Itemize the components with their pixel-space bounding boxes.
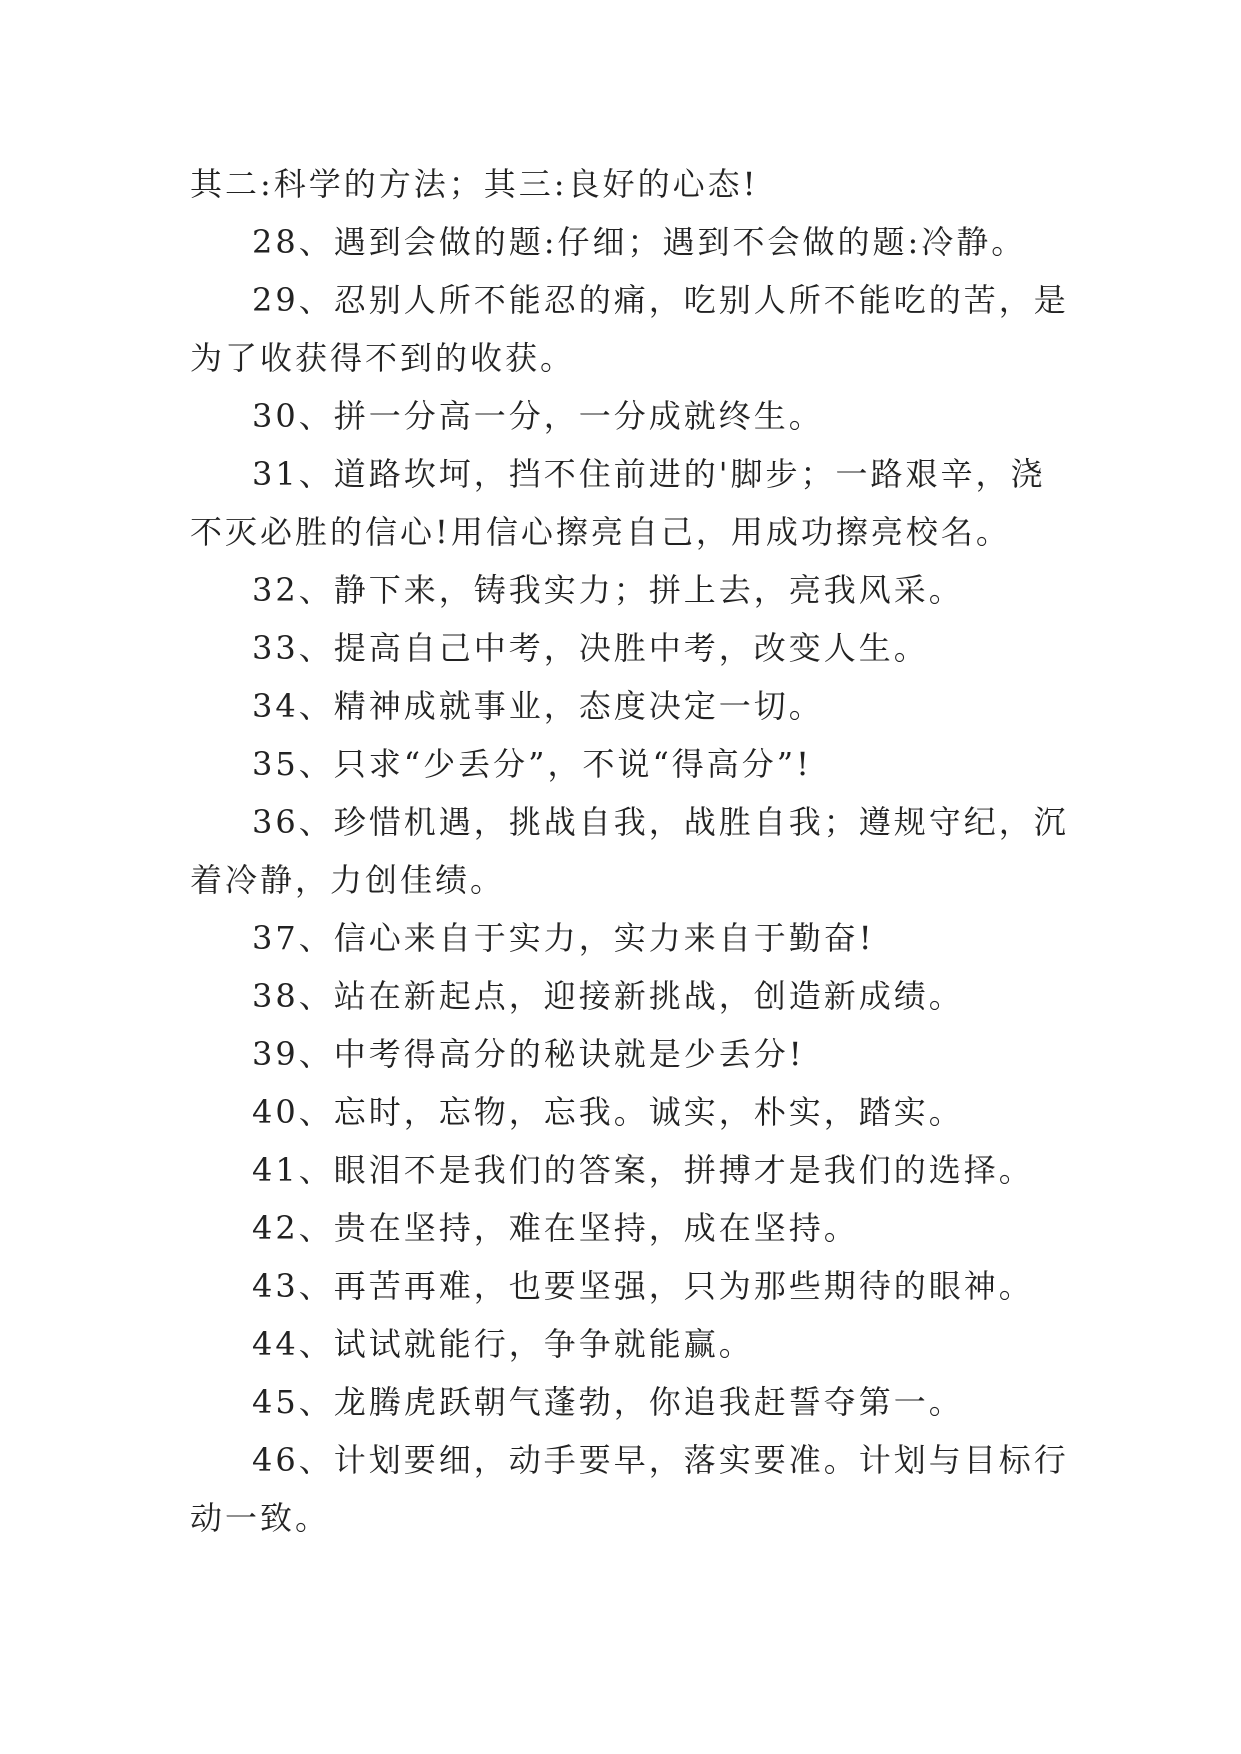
paragraph: 39、中考得高分的秘诀就是少丢分! xyxy=(252,1035,805,1073)
paragraph: 31、道路坎坷，挡不住前进的'脚步；一路艰辛，浇不灭必胜的信心!用信心擦亮自己，用成功擦亮校名。 xyxy=(190,455,1046,551)
paragraph: 34、精神成就事业，态度决定一切。 xyxy=(252,687,824,725)
paragraph: 29、忍别人所不能忍的痛，吃别人所不能吃的苦，是为了收获得不到的收获。 xyxy=(190,281,1069,377)
paragraph: 41、眼泪不是我们的答案，拼搏才是我们的选择。 xyxy=(252,1151,1034,1189)
paragraph: 28、遇到会做的题:仔细；遇到不会做的题:冷静。 xyxy=(252,223,1027,261)
paragraph: 32、静下来，铸我实力；拼上去，亮我风采。 xyxy=(252,571,964,609)
paragraph: 37、信心来自于实力，实力来自于勤奋! xyxy=(252,919,875,957)
paragraph: 43、再苦再难，也要坚强，只为那些期待的眼神。 xyxy=(252,1267,1034,1305)
paragraph: 40、忘时，忘物，忘我。诚实，朴实，踏实。 xyxy=(252,1093,964,1131)
paragraph: 46、计划要细，动手要早，落实要准。计划与目标行动一致。 xyxy=(190,1441,1069,1537)
paragraph: 30、拼一分高一分，一分成就终生。 xyxy=(252,397,824,435)
paragraph: 35、只求“少丢分”，不说“得高分”! xyxy=(252,745,813,783)
paragraph: 33、提高自己中考，决胜中考，改变人生。 xyxy=(252,629,929,667)
paragraph: 42、贵在坚持，难在坚持，成在坚持。 xyxy=(252,1209,859,1247)
paragraph: 44、试试就能行，争争就能赢。 xyxy=(252,1325,754,1363)
paragraph: 36、珍惜机遇，挑战自我，战胜自我；遵规守纪，沉着冷静，力创佳绩。 xyxy=(190,803,1069,899)
document-body xyxy=(190,155,1070,1547)
paragraph: 45、龙腾虎跃朝气蓬勃，你追我赶誓夺第一。 xyxy=(252,1383,964,1421)
paragraph: 其二:科学的方法；其三:良好的心态! xyxy=(190,165,759,203)
paragraph: 38、站在新起点，迎接新挑战，创造新成绩。 xyxy=(252,977,964,1015)
